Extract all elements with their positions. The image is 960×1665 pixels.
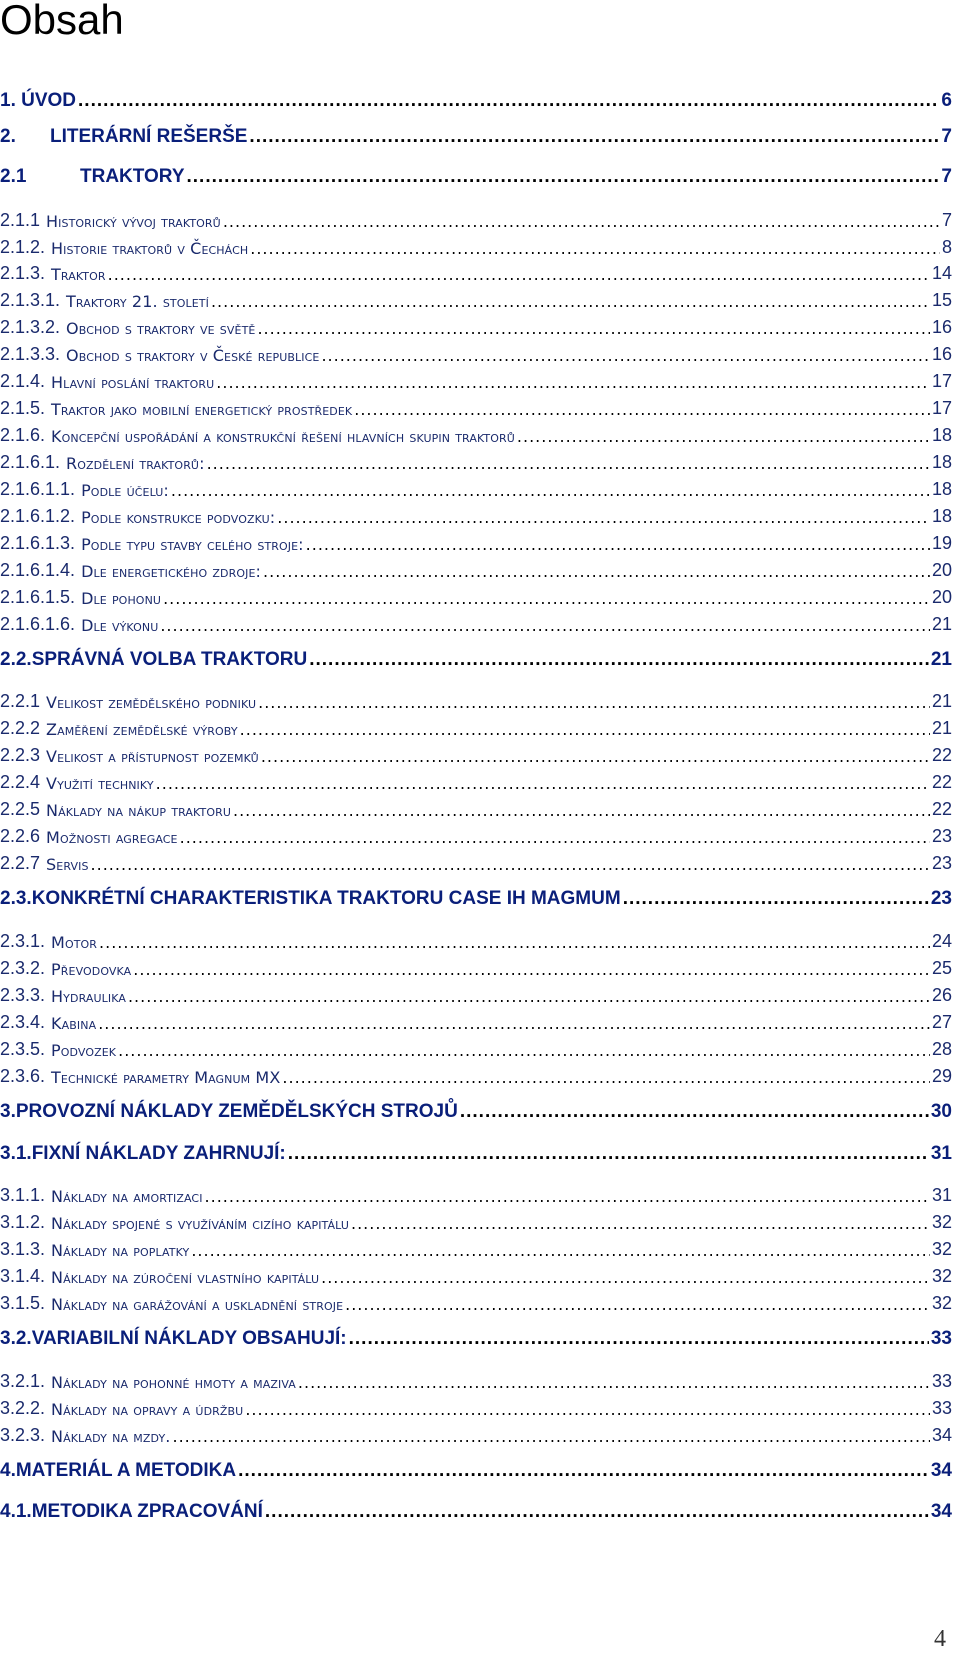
toc-dot-leader <box>517 427 930 446</box>
toc-dot-leader <box>156 774 930 793</box>
toc-entry-page: 18 <box>931 452 952 472</box>
toc-entry-number: 3.1.4. <box>0 1266 46 1286</box>
toc-entry-title: Rozdělení traktorů: <box>66 454 205 473</box>
toc-entry[interactable] <box>0 643 952 671</box>
toc-entry-number: 2.1.6.1.1. <box>0 479 76 499</box>
toc-entry-number: 3.1.2. <box>0 1212 46 1232</box>
toc-entry-page: 34 <box>930 1501 952 1522</box>
toc-entry[interactable] <box>0 120 952 148</box>
toc-entry-page: 25 <box>931 958 952 978</box>
toc-entry-number: 2.1.4. <box>0 371 46 391</box>
toc-entry-title: Dle pohonu <box>81 589 162 608</box>
toc-entry-page: 23 <box>930 888 952 909</box>
toc-entry-title: LITERÁRNÍ REŠERŠE <box>50 126 248 147</box>
toc-entry[interactable] <box>0 445 952 473</box>
toc-dot-leader <box>207 454 930 473</box>
toc-entry-number: 2.2.3 <box>0 745 41 765</box>
toc-entry-page: 30 <box>930 1101 952 1122</box>
toc-entry-title: Podvozek <box>51 1041 117 1060</box>
toc-entry[interactable] <box>0 1178 952 1206</box>
toc-entry-title: Náklady na amortizaci <box>51 1187 203 1206</box>
toc-entry-page: 8 <box>941 237 952 257</box>
toc-entry[interactable] <box>0 819 952 847</box>
toc-entry-page: 22 <box>931 772 952 792</box>
toc-entry[interactable] <box>0 1259 952 1287</box>
toc-entry[interactable] <box>0 792 952 820</box>
toc-entry-page: 16 <box>931 317 952 337</box>
toc-dot-leader <box>180 828 930 847</box>
toc-entry-title: Zaměření zemědělské výroby <box>46 720 238 739</box>
toc-entry-page: 34 <box>930 1460 952 1481</box>
toc-entry-page: 23 <box>931 853 952 873</box>
toc-entry-page: 21 <box>931 691 952 711</box>
toc-entry-page: 7 <box>941 166 952 187</box>
toc-entry-number: 2.1.6. <box>0 425 46 445</box>
toc-entry-number: 3.2. <box>0 1328 32 1349</box>
toc-entry[interactable] <box>0 711 952 739</box>
toc-entry-title: Traktory 21. století <box>66 292 209 311</box>
toc-dot-leader <box>309 649 929 671</box>
toc-dot-leader <box>245 1400 930 1419</box>
toc-entry[interactable] <box>0 1286 952 1314</box>
toc-entry-number: 2.3.3. <box>0 985 46 1005</box>
toc-entry[interactable] <box>0 580 952 608</box>
toc-dot-leader <box>163 589 930 608</box>
toc-entry-title: Hlavní poslání traktoru <box>51 373 215 392</box>
toc-entry-title: Motor <box>51 933 98 952</box>
toc-entry[interactable] <box>0 1454 952 1482</box>
toc-entry-title: KONKRÉTNÍ CHARAKTERISTIKA TRAKTORU CASE IH MAGMUM <box>31 888 621 909</box>
toc-dot-leader <box>282 1068 930 1087</box>
toc-dot-leader <box>216 373 930 392</box>
toc-entry[interactable] <box>0 1418 952 1446</box>
toc-entry[interactable] <box>0 1232 952 1260</box>
toc-entry-page: 34 <box>931 1425 952 1445</box>
toc-entry-title: Velikost a přístupnost pozemků <box>46 747 259 766</box>
toc-entry-number: 2.1 <box>0 166 27 187</box>
toc-dot-leader <box>171 481 930 500</box>
toc-entry-page: 20 <box>931 587 952 607</box>
toc-entry[interactable] <box>0 951 952 979</box>
toc-entry-number: 3.1. <box>0 1143 32 1164</box>
toc-entry[interactable] <box>0 1322 952 1350</box>
toc-entry-number: 2.3.6. <box>0 1066 46 1086</box>
toc-entry-page: 14 <box>931 263 952 283</box>
toc-entry[interactable] <box>0 160 952 188</box>
toc-entry-number: 2.2.6 <box>0 826 41 846</box>
toc-dot-leader <box>277 508 930 527</box>
toc-entry-title: Kabina <box>51 1014 97 1033</box>
toc-entry[interactable] <box>0 607 952 635</box>
toc-entry-page: 21 <box>931 718 952 738</box>
toc-entry-page: 22 <box>931 745 952 765</box>
toc-entry-number: 4. <box>0 1460 16 1481</box>
toc-entry-page: 18 <box>931 479 952 499</box>
toc-dot-leader <box>249 126 939 148</box>
toc-entry-number: 3. <box>0 1101 16 1122</box>
toc-dot-leader <box>211 292 930 311</box>
toc-entry-number: 2.1.6.1.2. <box>0 506 76 526</box>
toc-entry-number: 4.1. <box>0 1501 32 1522</box>
toc-entry-title: Náklady na mzdy. <box>51 1427 171 1446</box>
toc-entry-page: 6 <box>941 90 952 111</box>
toc-entry-number: 2.1.6.1.6. <box>0 614 76 634</box>
toc-entry-page: 15 <box>931 290 952 310</box>
toc-entry-page: 7 <box>941 126 952 147</box>
toc-entry-page: 21 <box>930 649 952 670</box>
toc-entry-page: 24 <box>931 931 952 951</box>
toc-dot-leader <box>321 1268 930 1287</box>
toc-entry-title: Koncepční uspořádání a konstrukční řešení hlavních skupin traktorů <box>51 427 515 446</box>
toc-dot-leader <box>98 1014 930 1033</box>
toc-dot-leader <box>191 1241 930 1260</box>
toc-entry[interactable] <box>0 1205 952 1233</box>
toc-entry-title: VARIABILNÍ NÁKLADY OBSAHUJÍ: <box>31 1328 347 1349</box>
toc-entry-page: 18 <box>931 425 952 445</box>
toc-entry-title: Historie traktorů v Čechách <box>51 239 249 258</box>
toc-dot-leader <box>261 747 930 766</box>
toc-entry-number: 2.3.2. <box>0 958 46 978</box>
toc-entry-title: Technické parametry Magnum MX <box>51 1068 281 1087</box>
toc-entry[interactable] <box>0 978 952 1006</box>
toc-dot-leader <box>133 960 930 979</box>
toc-entry-number: 2.1.1 <box>0 210 41 230</box>
toc-dot-leader <box>298 1373 930 1392</box>
toc-entry-number: 2.1.3. <box>0 263 46 283</box>
toc-entry-page: 31 <box>930 1143 952 1164</box>
toc-dot-leader <box>351 1214 930 1233</box>
toc-entry-number: 2.1.3.3. <box>0 344 61 364</box>
toc-entry-page: 20 <box>931 560 952 580</box>
toc-dot-leader <box>172 1427 929 1446</box>
toc-entry[interactable] <box>0 364 952 392</box>
toc-entry-number: 2.2.1 <box>0 691 41 711</box>
toc-dot-leader <box>258 693 930 712</box>
toc-entry-page: 28 <box>931 1039 952 1059</box>
toc-entry-title: Podle typu stavby celého stroje: <box>81 535 304 554</box>
toc-dot-leader <box>265 1501 929 1523</box>
toc-entry[interactable] <box>0 310 952 338</box>
toc-entry[interactable] <box>0 1137 952 1165</box>
toc-entry-number: 2.1.3.1. <box>0 290 61 310</box>
toc-entry-title: Servis <box>46 855 89 874</box>
toc-entry-page: 18 <box>931 506 952 526</box>
toc-entry-number: 2.3.1. <box>0 931 46 951</box>
toc-entry-page: 33 <box>931 1398 952 1418</box>
toc-entry-page: 32 <box>931 1266 952 1286</box>
toc-entry-page: 29 <box>931 1066 952 1086</box>
toc-entry-number: 2.2.2 <box>0 718 41 738</box>
toc-entry[interactable] <box>0 684 952 712</box>
toc-entry[interactable] <box>0 230 952 258</box>
toc-entry-number: 2.3.5. <box>0 1039 46 1059</box>
toc-entry-title: METODIKA ZPRACOVÁNÍ <box>31 1501 263 1522</box>
toc-entry-title: Velikost zemědělského podniku <box>46 693 257 712</box>
toc-entry-title: Dle výkonu <box>81 616 159 635</box>
toc-entry-page: 21 <box>931 614 952 634</box>
toc-dot-leader <box>187 166 940 188</box>
toc-entry-title: Náklady na poplatky <box>51 1241 190 1260</box>
toc-entry-number: 2.1.3.2. <box>0 317 61 337</box>
toc-entry-title: Podle konstrukce podvozku: <box>81 508 276 527</box>
toc-entry[interactable] <box>0 418 952 446</box>
toc-entry-title: TRAKTORY <box>80 166 185 187</box>
toc-dot-leader <box>345 1295 930 1314</box>
toc-entry-title: Hydraulika <box>51 987 126 1006</box>
toc-entry-page: 32 <box>931 1212 952 1232</box>
toc-entry-number: 3.2.3. <box>0 1425 46 1445</box>
toc-dot-leader <box>354 400 930 419</box>
toc-entry[interactable] <box>0 337 952 365</box>
toc-dot-leader <box>306 535 930 554</box>
toc-dot-leader <box>91 855 930 874</box>
toc-dot-leader <box>78 90 939 112</box>
toc-entry-number: 2.1.2. <box>0 237 46 257</box>
toc-dot-leader <box>238 1460 929 1482</box>
toc-entry[interactable] <box>0 1495 952 1523</box>
toc-entry-page: 26 <box>931 985 952 1005</box>
toc-entry-title: Převodovka <box>51 960 132 979</box>
page-number: 4 <box>934 1626 946 1652</box>
toc-entry[interactable] <box>0 499 952 527</box>
toc-entry-title: Náklady na garážování a uskladnění stroje <box>51 1295 344 1314</box>
toc-entry[interactable] <box>0 553 952 581</box>
toc-entry-number: 2.2.7 <box>0 853 41 873</box>
toc-entry-title: Historický vývoj traktorů <box>46 212 221 231</box>
toc-entry-title: Možnosti agregace <box>46 828 178 847</box>
toc-entry-page: 23 <box>931 826 952 846</box>
toc-entry-title: Traktor jako mobilní energetický prostředek <box>51 400 353 419</box>
toc-dot-leader <box>205 1187 930 1206</box>
toc-entry-number: 2.1.6.1.3. <box>0 533 76 553</box>
toc-entry-title: Náklady na opravy a údržbu <box>51 1400 244 1419</box>
toc-entry[interactable] <box>0 924 952 952</box>
toc-entry-number: 2.1.6.1. <box>0 452 61 472</box>
toc-entry[interactable] <box>0 391 952 419</box>
toc-entry-title: MATERIÁL A METODIKA <box>15 1460 237 1481</box>
toc-dot-leader <box>460 1101 929 1123</box>
toc-entry-page: 17 <box>931 398 952 418</box>
toc-entry-number: 2.3.4. <box>0 1012 46 1032</box>
toc-entry[interactable] <box>0 526 952 554</box>
toc-entry-title: Traktor <box>51 265 106 284</box>
toc-dot-leader <box>263 562 930 581</box>
toc-entry-number: 2.2. <box>0 649 32 670</box>
toc-entry[interactable] <box>0 882 952 910</box>
toc-entry-title: Náklady na zúročení vlastního kapitálu <box>51 1268 320 1287</box>
toc-entry[interactable] <box>0 846 952 874</box>
toc-entry-number: 2.2.5 <box>0 799 41 819</box>
toc-entry[interactable] <box>0 1005 952 1033</box>
toc-entry-page: 17 <box>931 371 952 391</box>
toc-entry-number: 3.1.1. <box>0 1185 46 1205</box>
toc-entry-page: 31 <box>931 1185 952 1205</box>
toc-entry-number: 2.1.6.1.4. <box>0 560 76 580</box>
toc-dot-leader <box>128 987 930 1006</box>
toc-entry-page: 33 <box>931 1371 952 1391</box>
toc-entry[interactable] <box>0 1095 952 1123</box>
toc-entry-number: 3.2.1. <box>0 1371 46 1391</box>
toc-entry-title: Obchod s traktory ve světě <box>66 319 256 338</box>
toc-entry[interactable] <box>0 472 952 500</box>
toc-entry-page: 22 <box>931 799 952 819</box>
page-title: Obsah <box>0 0 124 43</box>
toc-dot-leader <box>321 346 930 365</box>
toc-entry[interactable] <box>0 1032 952 1060</box>
toc-dot-leader <box>233 801 930 820</box>
toc-entry[interactable] <box>0 203 952 231</box>
toc-entry-number: 2. <box>0 126 16 147</box>
toc-entry-number: 2.1.6.1.5. <box>0 587 76 607</box>
toc-dot-leader <box>160 616 930 635</box>
toc-entry[interactable] <box>0 738 952 766</box>
toc-entry-title: PROVOZNÍ NÁKLADY ZEMĚDĚLSKÝCH STROJŮ <box>15 1101 458 1122</box>
toc-entry-page: 32 <box>931 1293 952 1313</box>
toc-entry-title: Náklady spojené s využíváním cizího kapitálu <box>51 1214 349 1233</box>
toc-entry-page: 19 <box>931 533 952 553</box>
toc-dot-leader <box>118 1041 930 1060</box>
toc-dot-leader <box>99 933 930 952</box>
toc-dot-leader <box>223 212 940 231</box>
toc-entry[interactable] <box>0 84 952 112</box>
toc-entry-title: Využití techniky <box>46 774 154 793</box>
toc-entry-title: Náklady na pohonné hmoty a maziva <box>51 1373 296 1392</box>
toc-dot-leader <box>288 1143 929 1165</box>
toc-entry-number: 2.3. <box>0 888 32 909</box>
toc-entry-number: 3.1.3. <box>0 1239 46 1259</box>
toc-entry-page: 16 <box>931 344 952 364</box>
toc-entry-page: 27 <box>931 1012 952 1032</box>
toc-entry-number: 3.2.2. <box>0 1398 46 1418</box>
toc-entry[interactable] <box>0 1391 952 1419</box>
toc-entry-page: 7 <box>941 210 952 230</box>
toc-entry-page: 32 <box>931 1239 952 1259</box>
toc-entry-title: FIXNÍ NÁKLADY ZAHRNUJÍ: <box>31 1143 286 1164</box>
toc-entry[interactable] <box>0 1364 952 1392</box>
toc-entry-number: 1. ÚVOD <box>0 90 77 111</box>
toc-entry-title: Obchod s traktory v České republice <box>66 346 320 365</box>
toc-entry-title: Podle účelu: <box>81 481 169 500</box>
toc-entry-number: 2.1.5. <box>0 398 46 418</box>
toc-dot-leader <box>349 1328 929 1350</box>
toc-dot-leader <box>108 265 930 284</box>
toc-entry-page: 33 <box>930 1328 952 1349</box>
toc-dot-leader <box>240 720 930 739</box>
toc-entry-title: SPRÁVNÁ VOLBA TRAKTORU <box>31 649 308 670</box>
toc-entry[interactable] <box>0 1059 952 1087</box>
toc-dot-leader <box>257 319 930 338</box>
toc-entry-title: Náklady na nákup traktoru <box>46 801 231 820</box>
toc-dot-leader <box>623 888 929 910</box>
toc-entry[interactable] <box>0 283 952 311</box>
toc-entry[interactable] <box>0 256 952 284</box>
toc-entry-number: 2.2.4 <box>0 772 41 792</box>
toc-entry-title: Dle energetického zdroje: <box>81 562 262 581</box>
toc-entry-number: 3.1.5. <box>0 1293 46 1313</box>
toc-entry[interactable] <box>0 765 952 793</box>
